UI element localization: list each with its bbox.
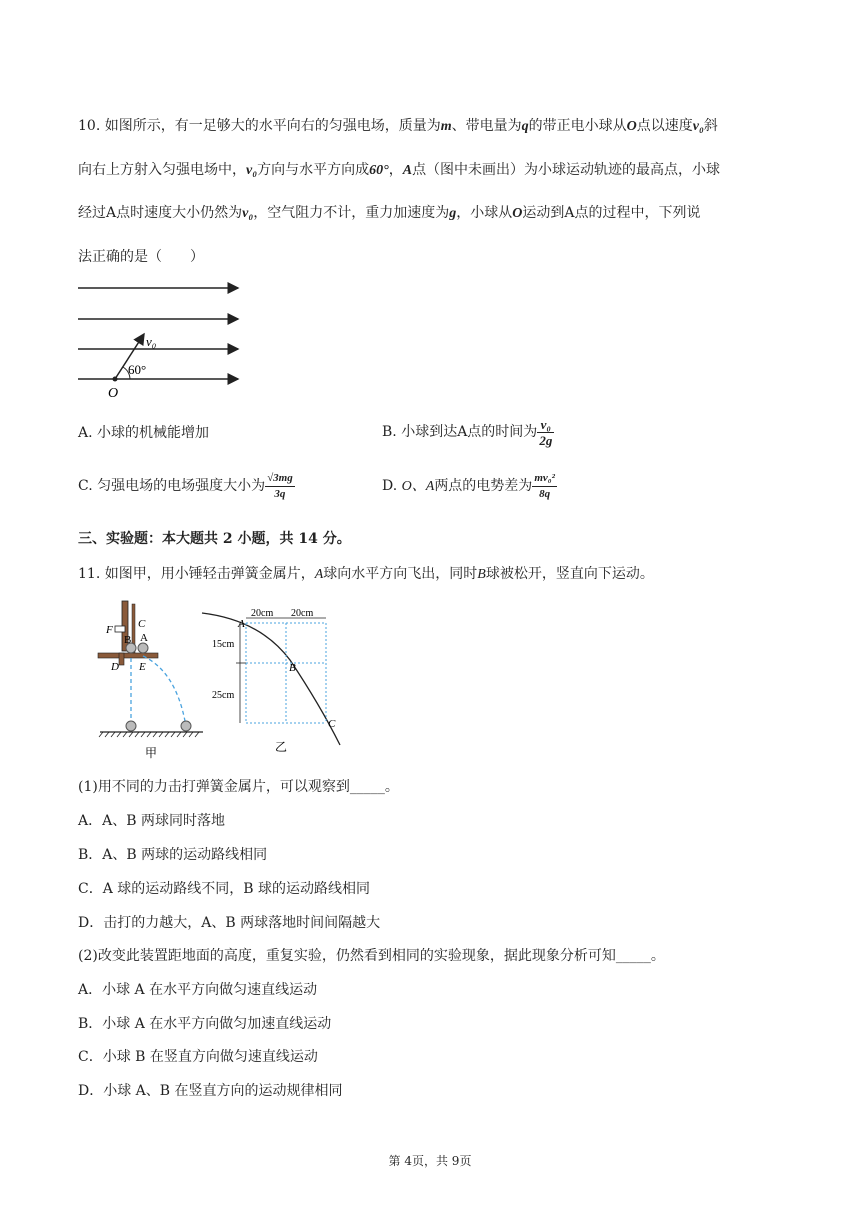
label-A: A: [238, 618, 245, 630]
q11-p2-option: C．小球 B 在竖直方向做匀速直线运动: [78, 1049, 318, 1065]
q11-part-1: (1)用不同的力击打弹簧金属片，可以观察到_____。: [78, 779, 399, 795]
page-footer: 第 4页，共 9页: [388, 1154, 472, 1168]
symbol-v0: v₀: [246, 163, 258, 178]
width-label: 20cm: [251, 608, 274, 619]
text: 向右上方射入匀强电场中，: [78, 162, 246, 178]
label-E: E: [139, 661, 146, 673]
numerator: √3mg: [265, 471, 295, 487]
path-A: [143, 656, 185, 721]
q11-part-2: (2)改变此装置距地面的高度，重复实验，仍然看到相同的实验现象，据此现象分析可知_____。: [78, 948, 665, 964]
symbol-v0: v₀: [242, 206, 254, 221]
label-B: B: [124, 634, 132, 646]
q10-line-4: 法正确的是（ ）: [78, 249, 204, 265]
text: 两点的电势差为: [434, 478, 533, 494]
caption-jia: 甲: [145, 746, 158, 760]
q10-option-D: [382, 466, 557, 507]
q11-p1-option: D．击打的力越大，A、B 两球落地时间间隔越大: [78, 915, 381, 931]
text: 运动到A点的过程中，下列说: [522, 205, 701, 221]
base-bar: [98, 653, 158, 658]
fraction: [265, 471, 295, 502]
text: ，: [388, 162, 403, 178]
text: C. 匀强电场的电场强度大小为: [78, 478, 266, 494]
denominator: 3q: [274, 487, 286, 500]
point-O: [113, 377, 118, 382]
symbol-v0: v₀: [692, 119, 704, 134]
q11-trajectory-figure: [200, 605, 360, 760]
points-OA: O、A: [401, 479, 435, 494]
q10-option-B: [382, 412, 554, 452]
text: 10. 如图所示，有一足够大的水平向右的匀强电场，质量为: [78, 118, 441, 134]
label-A: A: [140, 632, 148, 644]
symbol-O: O: [512, 206, 523, 221]
q10-line-1: [78, 116, 718, 137]
label-C: C: [328, 718, 336, 730]
label-B: B: [289, 662, 296, 674]
symbol-q: q: [521, 119, 529, 134]
section-heading: 三、实验题：本大题共 2 小题，共 14 分。: [78, 531, 351, 547]
q11-p1-option: B．A、B 两球的运动路线相同: [78, 847, 268, 863]
q11-p1-option: C．A 球的运动路线不同，B 球的运动路线相同: [78, 881, 371, 897]
q11-p2-option: A．小球 A 在水平方向做匀速直线运动: [78, 982, 318, 998]
label-C: C: [138, 618, 146, 630]
symbol-A: A: [314, 567, 324, 582]
pivot-F: [115, 626, 125, 632]
text: 的带正电小球从: [528, 118, 627, 134]
text: 、带电量为: [451, 118, 522, 134]
ball-A: [138, 643, 148, 653]
trajectory: [202, 613, 340, 745]
symbol-angle: 60°: [369, 163, 389, 178]
text: 方向与水平方向成: [257, 162, 370, 178]
q10-option-C: [78, 466, 295, 506]
O-label: O: [108, 386, 119, 400]
text: ，小球从: [456, 205, 513, 221]
text: D.: [382, 478, 402, 494]
q10-line-2: [78, 160, 720, 181]
denominator: 2g: [539, 432, 553, 448]
caption-yi: 乙: [275, 740, 288, 754]
symbol-O: O: [626, 119, 637, 134]
numerator: v₀: [537, 417, 554, 433]
text: 斜: [703, 118, 718, 134]
base-D: [119, 653, 124, 665]
symbol-B: B: [477, 567, 486, 582]
angle-label: 60°: [128, 362, 147, 377]
text: 经过A点时速度大小仍然为: [78, 205, 243, 221]
ground-hatch: [99, 732, 199, 737]
text: 11. 如图甲，用小锤轻击弹簧金属片，: [78, 566, 315, 582]
symbol-m: m: [440, 119, 452, 134]
label-D: D: [111, 661, 119, 673]
fraction: [532, 471, 557, 502]
height-label: 25cm: [212, 690, 235, 701]
text: 点以速度: [636, 118, 693, 134]
denominator: 8q: [539, 487, 551, 500]
q10-field-figure: [70, 278, 260, 400]
label-F: F: [106, 624, 113, 636]
q11-p2-option: B．小球 A 在水平方向做匀加速直线运动: [78, 1016, 332, 1032]
text: 球被松开，竖直向下运动。: [485, 566, 654, 582]
text: 点（图中未画出）为小球运动轨迹的最高点，小球: [412, 162, 721, 178]
q11-p2-option: D．小球 A、B 在竖直方向的运动规律相同: [78, 1083, 343, 1099]
v0-label: v₀: [146, 334, 157, 349]
text: B. 小球到达A点的时间为: [382, 424, 538, 440]
text: 球向水平方向飞出，同时: [323, 566, 478, 582]
q11-intro: [78, 564, 654, 585]
height-label: 15cm: [212, 639, 235, 650]
numerator: mv₀²: [532, 471, 557, 487]
q11-p1-option: A．A、B 两球同时落地: [78, 813, 225, 829]
q10-line-3: [78, 203, 700, 224]
symbol-A: A: [402, 163, 413, 178]
ball-A-landed: [181, 721, 191, 731]
ball-B-landed: [126, 721, 136, 731]
fraction: [537, 417, 554, 448]
symbol-g: g: [449, 206, 457, 221]
q11-apparatus-figure: [95, 596, 210, 766]
width-label: 20cm: [291, 608, 314, 619]
text: ，空气阻力不计，重力加速度为: [253, 205, 450, 221]
q10-option-A: A. 小球的机械能增加: [78, 425, 210, 441]
